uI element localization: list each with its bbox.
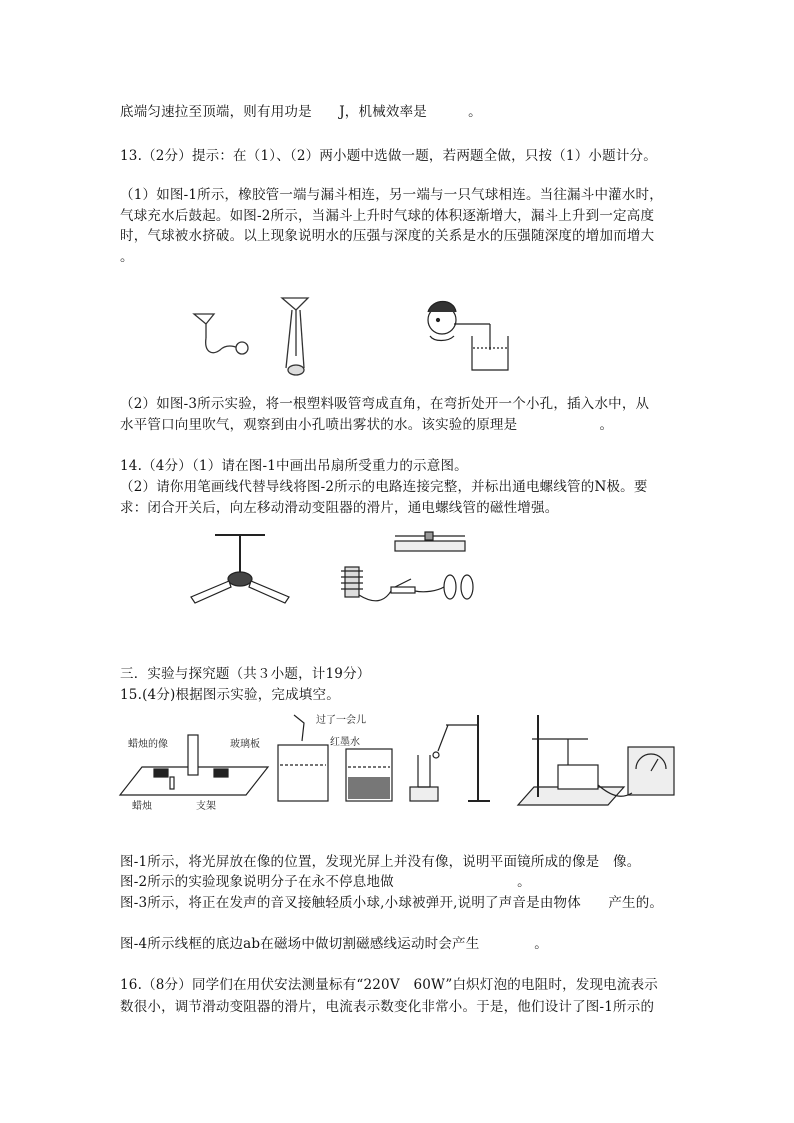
text-line: 时，气球被水挤破。以上现象说明水的压强与深度的关系是水的压强随深度的增加而增大	[120, 228, 655, 244]
text-line: 底端匀速拉至顶端，则有用功是 J，机械效率是 。	[120, 104, 482, 120]
label-red-ink: 红墨水	[330, 737, 360, 748]
question-15-figures	[118, 705, 678, 820]
text-line: （2）如图-3所示实验，将一根塑料吸管弯成直角，在弯折处开一个小孔，插入水中，从	[120, 396, 650, 412]
question-13-title: 13.（2分）提示：在（1）、（2）两小题中选做一题，若两题全做，只按（1）小题计分。	[120, 148, 657, 164]
electromagnetic-induction-figure	[518, 715, 674, 805]
tuning-fork-figure	[410, 715, 490, 801]
boy-straw-figure	[428, 302, 508, 371]
text-line: 图-4所示线框的底边ab在磁场中做切割磁感线运动时会产生 。	[120, 936, 548, 952]
question-16-title: 16.（8分）同学们在用伏安法测量标有“220V 60W”白炽灯泡的电阻时，发现电流表示	[120, 977, 658, 993]
question-15-title: 15.(4分)根据图示实验，完成填空。	[120, 687, 340, 703]
plane-mirror-figure	[120, 735, 268, 812]
text-line: 数很小，调节滑动变阻器的滑片，电流表示数变化非常小。于是，他们设计了图-1所示的	[120, 999, 655, 1015]
question-14-title: 14.（4分）（1）请在图-1中画出吊扇所受重力的示意图。	[120, 458, 468, 474]
text-line: （2）请你用笔画线代替导线将图-2所示的电路连接完整，并标出通电螺线管的N极。要	[120, 479, 648, 495]
section-3-heading: 三．实验与探究题（共３小题，计19分）	[120, 666, 371, 682]
text-line: 图-2所示的实验现象说明分子在永不停息地做 。	[120, 874, 531, 890]
funnel-balloon-figure	[194, 314, 248, 354]
label-after-while: 过了一会儿	[316, 715, 366, 726]
question-13-figures	[190, 290, 530, 385]
text-line: 图-3所示，将正在发声的音叉接触轻质小球,小球被弹开,说明了声音是由物体 产生的。	[120, 895, 664, 911]
question-14-figures	[185, 525, 495, 625]
ceiling-fan-figure	[191, 535, 289, 603]
label-candle-image: 蜡烛的像	[128, 739, 168, 750]
ink-diffusion-figure	[278, 713, 392, 801]
text-line: 水平管口向里吹气，观察到由小孔喷出雾状的水。该实验的原理是 。	[120, 417, 614, 433]
text-line: （1）如图-1所示，橡胶管一端与漏斗相连，另一端与一只气球相连。当往漏斗中灌水时，	[120, 187, 663, 203]
text-line: 图-1所示，将光屏放在像的位置，发现光屏上并没有像，说明平面镜所成的像是 像。	[120, 854, 641, 870]
label-stand: 支架	[196, 801, 216, 812]
text-line: 气球充水后鼓起。如图-2所示，当漏斗上升时气球的体积逐渐增大，漏斗上升到一定高度	[120, 208, 655, 224]
text-line: 。	[120, 249, 134, 265]
text-line: 求：闭合开关后，向左移动滑动变阻器的滑片，通电螺线管的磁性增强。	[120, 500, 559, 516]
label-candle: 蜡烛	[132, 801, 152, 812]
circuit-figure	[341, 532, 473, 601]
label-glass-plate: 玻璃板	[230, 739, 260, 750]
raised-funnel-figure	[282, 298, 308, 375]
